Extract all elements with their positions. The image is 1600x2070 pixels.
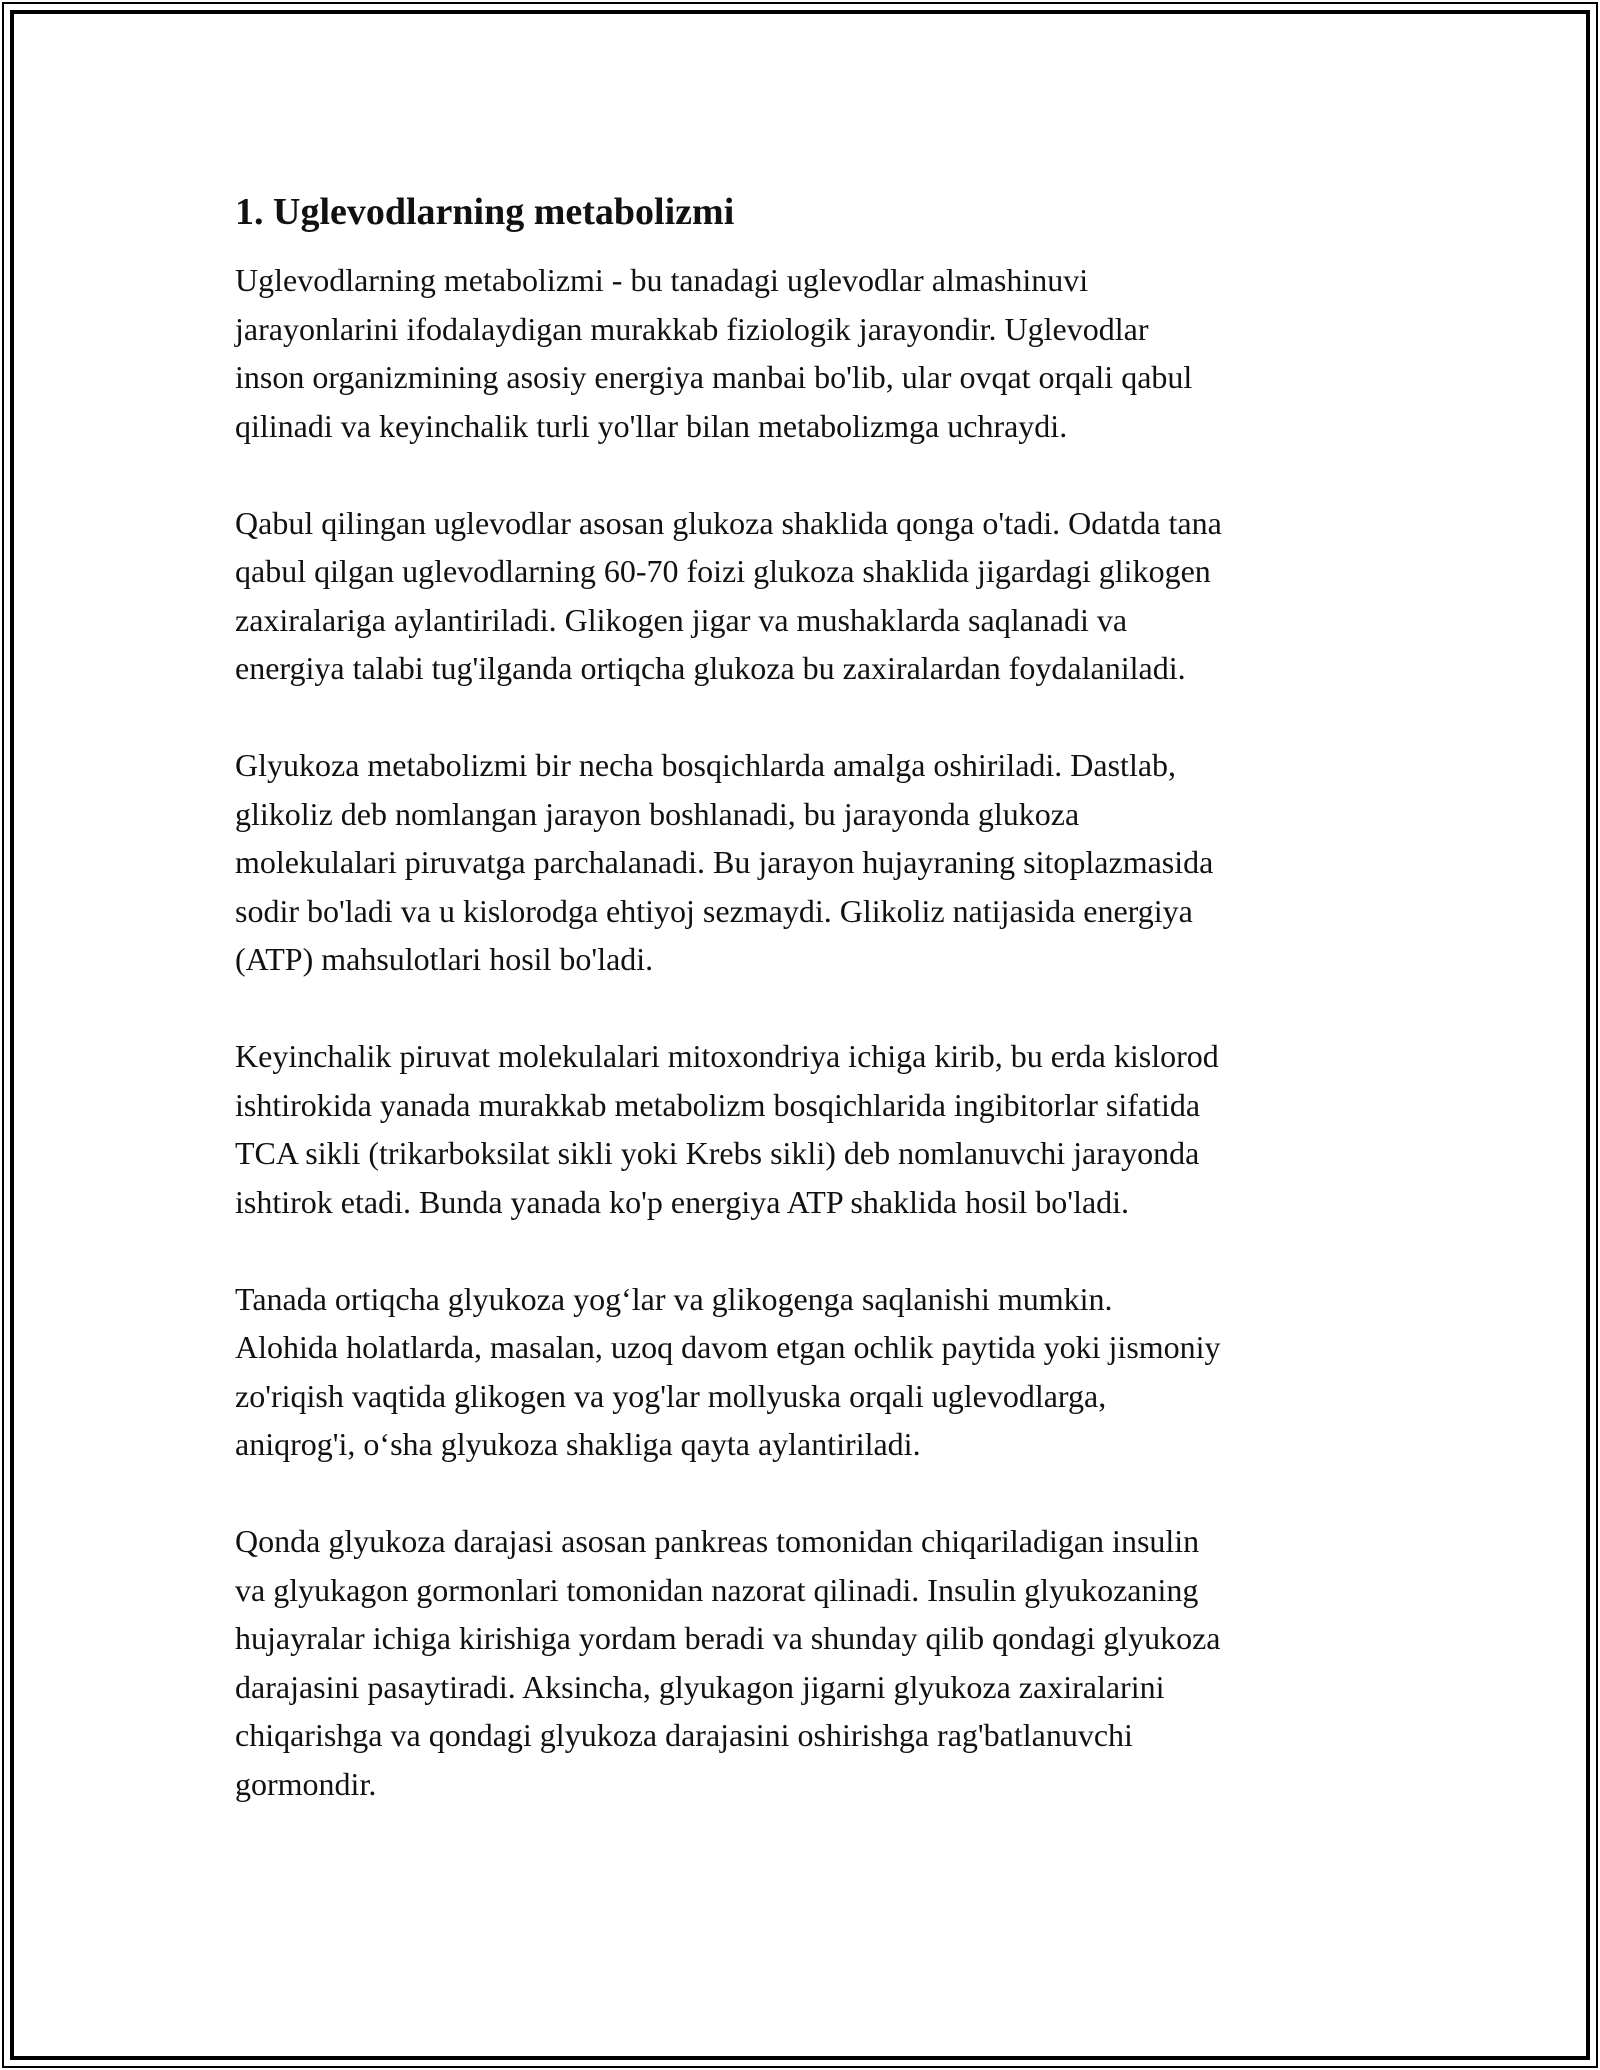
text-line: qabul qilgan uglevodlarning 60-70 foizi glukoza shaklida jigardagi glikogen xyxy=(235,553,1211,589)
paragraph-2 xyxy=(235,499,1385,693)
text-line: ishtirok etadi. Bunda yanada ko'p energiya ATP shaklida hosil bo'ladi. xyxy=(235,1183,1130,1220)
text-line: aniqrog'i, o‘sha glyukoza shakliga qayta aylantiriladi. xyxy=(235,1426,921,1462)
text-line: Alohida holatlarda, masalan, uzoq davom etgan ochlik paytida yoki jismoniy xyxy=(235,1329,1221,1365)
text-line: Glyukoza metabolizmi bir necha bosqichlarda amalga oshiriladi. Dastlab, xyxy=(235,747,1177,783)
text-line: inson organizmining asosiy energiya manbai bo'lib, ular ovqat orqali qabul xyxy=(235,359,1193,395)
document-title: 1. Uglevodlarning metabolizmi xyxy=(235,191,735,233)
text-line: jarayonlarini ifodalaydigan murakkab fiziologik jarayondir. Uglevodlar xyxy=(235,310,1149,347)
text-line: gormondir. xyxy=(235,1765,377,1802)
text-line: zaxiralariga aylantiriladi. Glikogen jigar va mushaklarda saqlanadi va xyxy=(235,601,1128,638)
text-line: ishtirokida yanada murakkab metabolizm bosqichlarida ingibitorlar sifatida xyxy=(235,1086,1201,1123)
text-line: qilinadi va keyinchalik turli yo'llar bilan metabolizmga uchraydi. xyxy=(235,407,1068,444)
text-line: energiya talabi tug'ilganda ortiqcha glukoza bu zaxiralardan foydalaniladi. xyxy=(235,650,1186,686)
text-line: va glyukagon gormonlari tomonidan nazorat qilinadi. Insulin glyukozaning xyxy=(235,1571,1199,1608)
text-line: TCA sikli (trikarboksilat sikli yoki Krebs sikli) deb nomlanuvchi jarayonda xyxy=(235,1135,1200,1171)
paragraph-4 xyxy=(235,1032,1385,1226)
document-body xyxy=(235,186,1385,1857)
text-line: molekulalari piruvatga parchalanadi. Bu jarayon hujayraning sitoplazmasida xyxy=(235,844,1214,880)
text-line: darajasini pasaytiradi. Aksincha, glyukagon jigarni glyukoza zaxiralarini xyxy=(235,1668,1165,1705)
text-line: Keyinchalik piruvat molekulalari mitoxondriya ichiga kirib, bu erda kislorod xyxy=(235,1038,1219,1074)
paragraph-3 xyxy=(235,741,1385,984)
paragraph-1 xyxy=(235,256,1385,450)
paragraph-6 xyxy=(235,1517,1385,1808)
text-line: Uglevodlarning metabolizmi - bu tanadagi uglevodlar almashinuvi xyxy=(235,262,1089,298)
text-line: zo'riqish vaqtida glikogen va yog'lar mollyuska orqali uglevodlarga, xyxy=(235,1377,1107,1414)
text-line: chiqarishga va qondagi glyukoza darajasini oshirishga rag'batlanuvchi xyxy=(235,1717,1133,1753)
text-line: (ATP) mahsulotlari hosil bo'ladi. xyxy=(235,941,654,977)
text-line: sodir bo'ladi va u kislorodga ehtiyoj sezmaydi. Glikoliz natijasida energiya xyxy=(235,892,1193,929)
paragraph-5 xyxy=(235,1275,1385,1469)
text-line: hujayralar ichiga kirishiga yordam beradi va shunday qilib qondagi glyukoza xyxy=(235,1620,1221,1656)
text-line: Qabul qilingan uglevodlar asosan glukoza shaklida qonga o'tadi. Odatda tana xyxy=(235,504,1222,541)
text-line: glikoliz deb nomlangan jarayon boshlanadi, bu jarayonda glukoza xyxy=(235,795,1080,832)
text-line: Tanada ortiqcha glyukoza yog‘lar va glikogenga saqlanishi mumkin. xyxy=(235,1280,1113,1317)
text-line: Qonda glyukoza darajasi asosan pankreas tomonidan chiqariladigan insulin xyxy=(235,1523,1200,1559)
